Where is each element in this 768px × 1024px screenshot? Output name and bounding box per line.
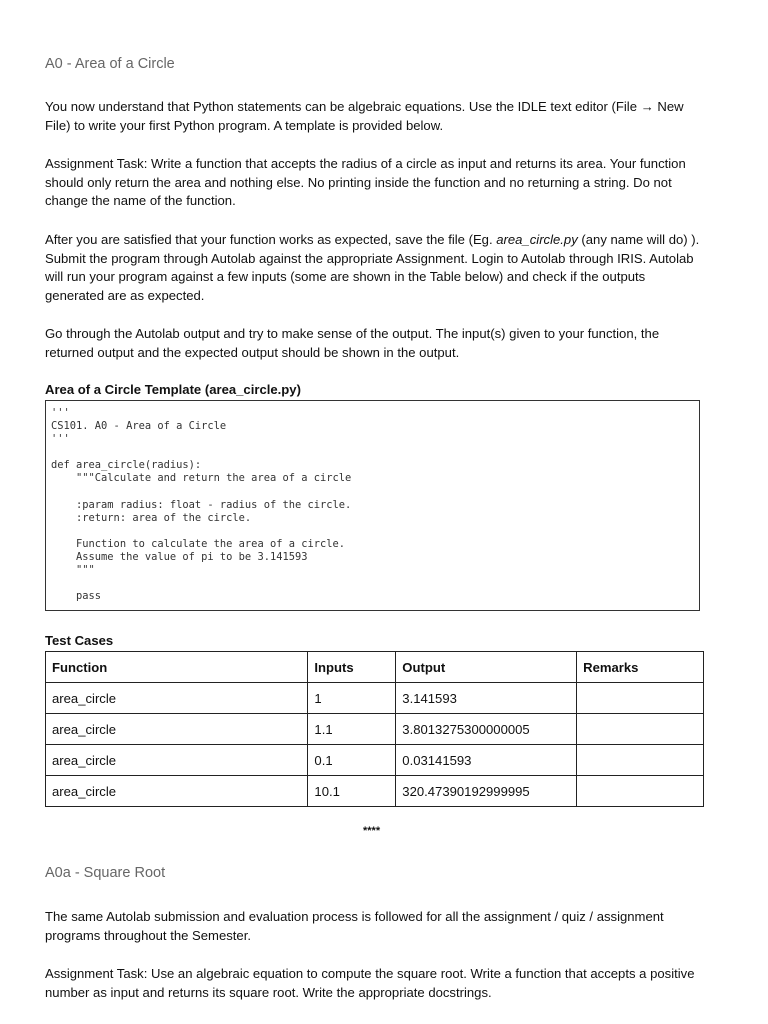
cell-inputs: 10.1 xyxy=(308,776,396,807)
cell-inputs: 1 xyxy=(308,683,396,714)
code-line xyxy=(51,486,694,499)
code-line: Function to calculate the area of a circle. xyxy=(51,537,346,550)
intro-paragraph xyxy=(45,98,705,135)
code-line: pass xyxy=(51,590,102,603)
template-label: Area of a Circle Template (area_circle.py) xyxy=(45,382,301,397)
table-row xyxy=(46,683,704,714)
table-header-row xyxy=(46,652,704,683)
code-line xyxy=(51,525,694,538)
header-inputs: Inputs xyxy=(308,652,396,683)
cell-inputs: 1.1 xyxy=(308,714,396,745)
cell-inputs: 0.1 xyxy=(308,745,396,776)
cell-remarks xyxy=(577,683,704,714)
cell-remarks xyxy=(577,745,704,776)
header-remarks: Remarks xyxy=(577,652,704,683)
cell-output: 3.141593 xyxy=(396,683,577,714)
submission-text-end: (any name will do) ). Submit the program through Autolab against the appropriate Assignment. Login to Autolab through IRIS. Autolab will run your program against a few inputs (some are shown in the Table below) and check if the outputs generated are as expected. xyxy=(45,232,700,303)
code-line xyxy=(51,446,694,459)
square-root-task-text: Assignment Task: Use an algebraic equation to compute the square root. Write a function that accepts a positive number as input and returns its square root. Write the appropriate docstrings. xyxy=(45,966,695,1000)
submission-text-start: After you are satisfied that your function works as expected, save the file (Eg. xyxy=(45,232,497,247)
cell-remarks xyxy=(577,714,704,745)
code-line: :return: area of the circle. xyxy=(51,511,252,524)
code-line xyxy=(51,577,694,590)
autolab-output-text: Go through the Autolab output and try to make sense of the output. The input(s) given to your function, the returned output and the expected output should be shown in the output. xyxy=(45,326,660,360)
section-separator: **** xyxy=(363,825,381,837)
code-line: CS101. A0 - Area of a Circle xyxy=(51,420,227,433)
table-row xyxy=(46,776,704,807)
test-cases-label: Test Cases xyxy=(45,633,114,648)
cell-function: area_circle xyxy=(46,745,308,776)
code-line: :param radius: float - radius of the circle. xyxy=(51,498,352,511)
cell-output: 3.8013275300000005 xyxy=(396,714,577,745)
section-heading-area-of-circle: A0 - Area of a Circle xyxy=(45,56,175,72)
table-row xyxy=(46,714,704,745)
example-filename: area_circle.py xyxy=(496,232,578,247)
cell-output: 320.47390192999995 xyxy=(396,776,577,807)
square-root-task-paragraph xyxy=(45,965,705,1002)
code-line: ''' xyxy=(51,407,70,419)
submission-text xyxy=(45,231,705,305)
cell-output: 0.03141593 xyxy=(396,745,577,776)
section-heading-square-root: A0a - Square Root xyxy=(45,865,166,881)
intro-text: You now understand that Python statements can be algebraic equations. Use the IDLE text editor (File → New File) to write your first Python program. A template is provided below. xyxy=(45,99,684,133)
code-line: """Calculate and return the area of a circle xyxy=(51,472,352,485)
submission-paragraph xyxy=(45,231,705,305)
test-cases-table xyxy=(45,651,704,807)
code-template-box xyxy=(45,400,700,611)
code-line: Assume the value of pi to be 3.141593 xyxy=(51,551,308,564)
cell-function: area_circle xyxy=(46,776,308,807)
code-line: """ xyxy=(51,564,95,577)
cell-remarks xyxy=(577,776,704,807)
process-paragraph xyxy=(45,908,705,945)
cell-function: area_circle xyxy=(46,714,308,745)
assignment-task-paragraph xyxy=(45,155,705,211)
code-line: def area_circle(radius): xyxy=(51,459,202,472)
code-line: ''' xyxy=(51,433,70,446)
header-function: Function xyxy=(46,652,308,683)
assignment-task-text: Assignment Task: Write a function that accepts the radius of a circle as input and returns its area. Your function should only return the area and nothing else. No printing inside the function and no returning a string. Do not change the name of the function. xyxy=(45,156,686,208)
cell-function: area_circle xyxy=(46,683,308,714)
table-row xyxy=(46,745,704,776)
process-text: The same Autolab submission and evaluation process is followed for all the assignment / quiz / assignment programs throughout the Semester. xyxy=(45,909,664,943)
header-output: Output xyxy=(396,652,577,683)
autolab-output-paragraph xyxy=(45,325,705,362)
